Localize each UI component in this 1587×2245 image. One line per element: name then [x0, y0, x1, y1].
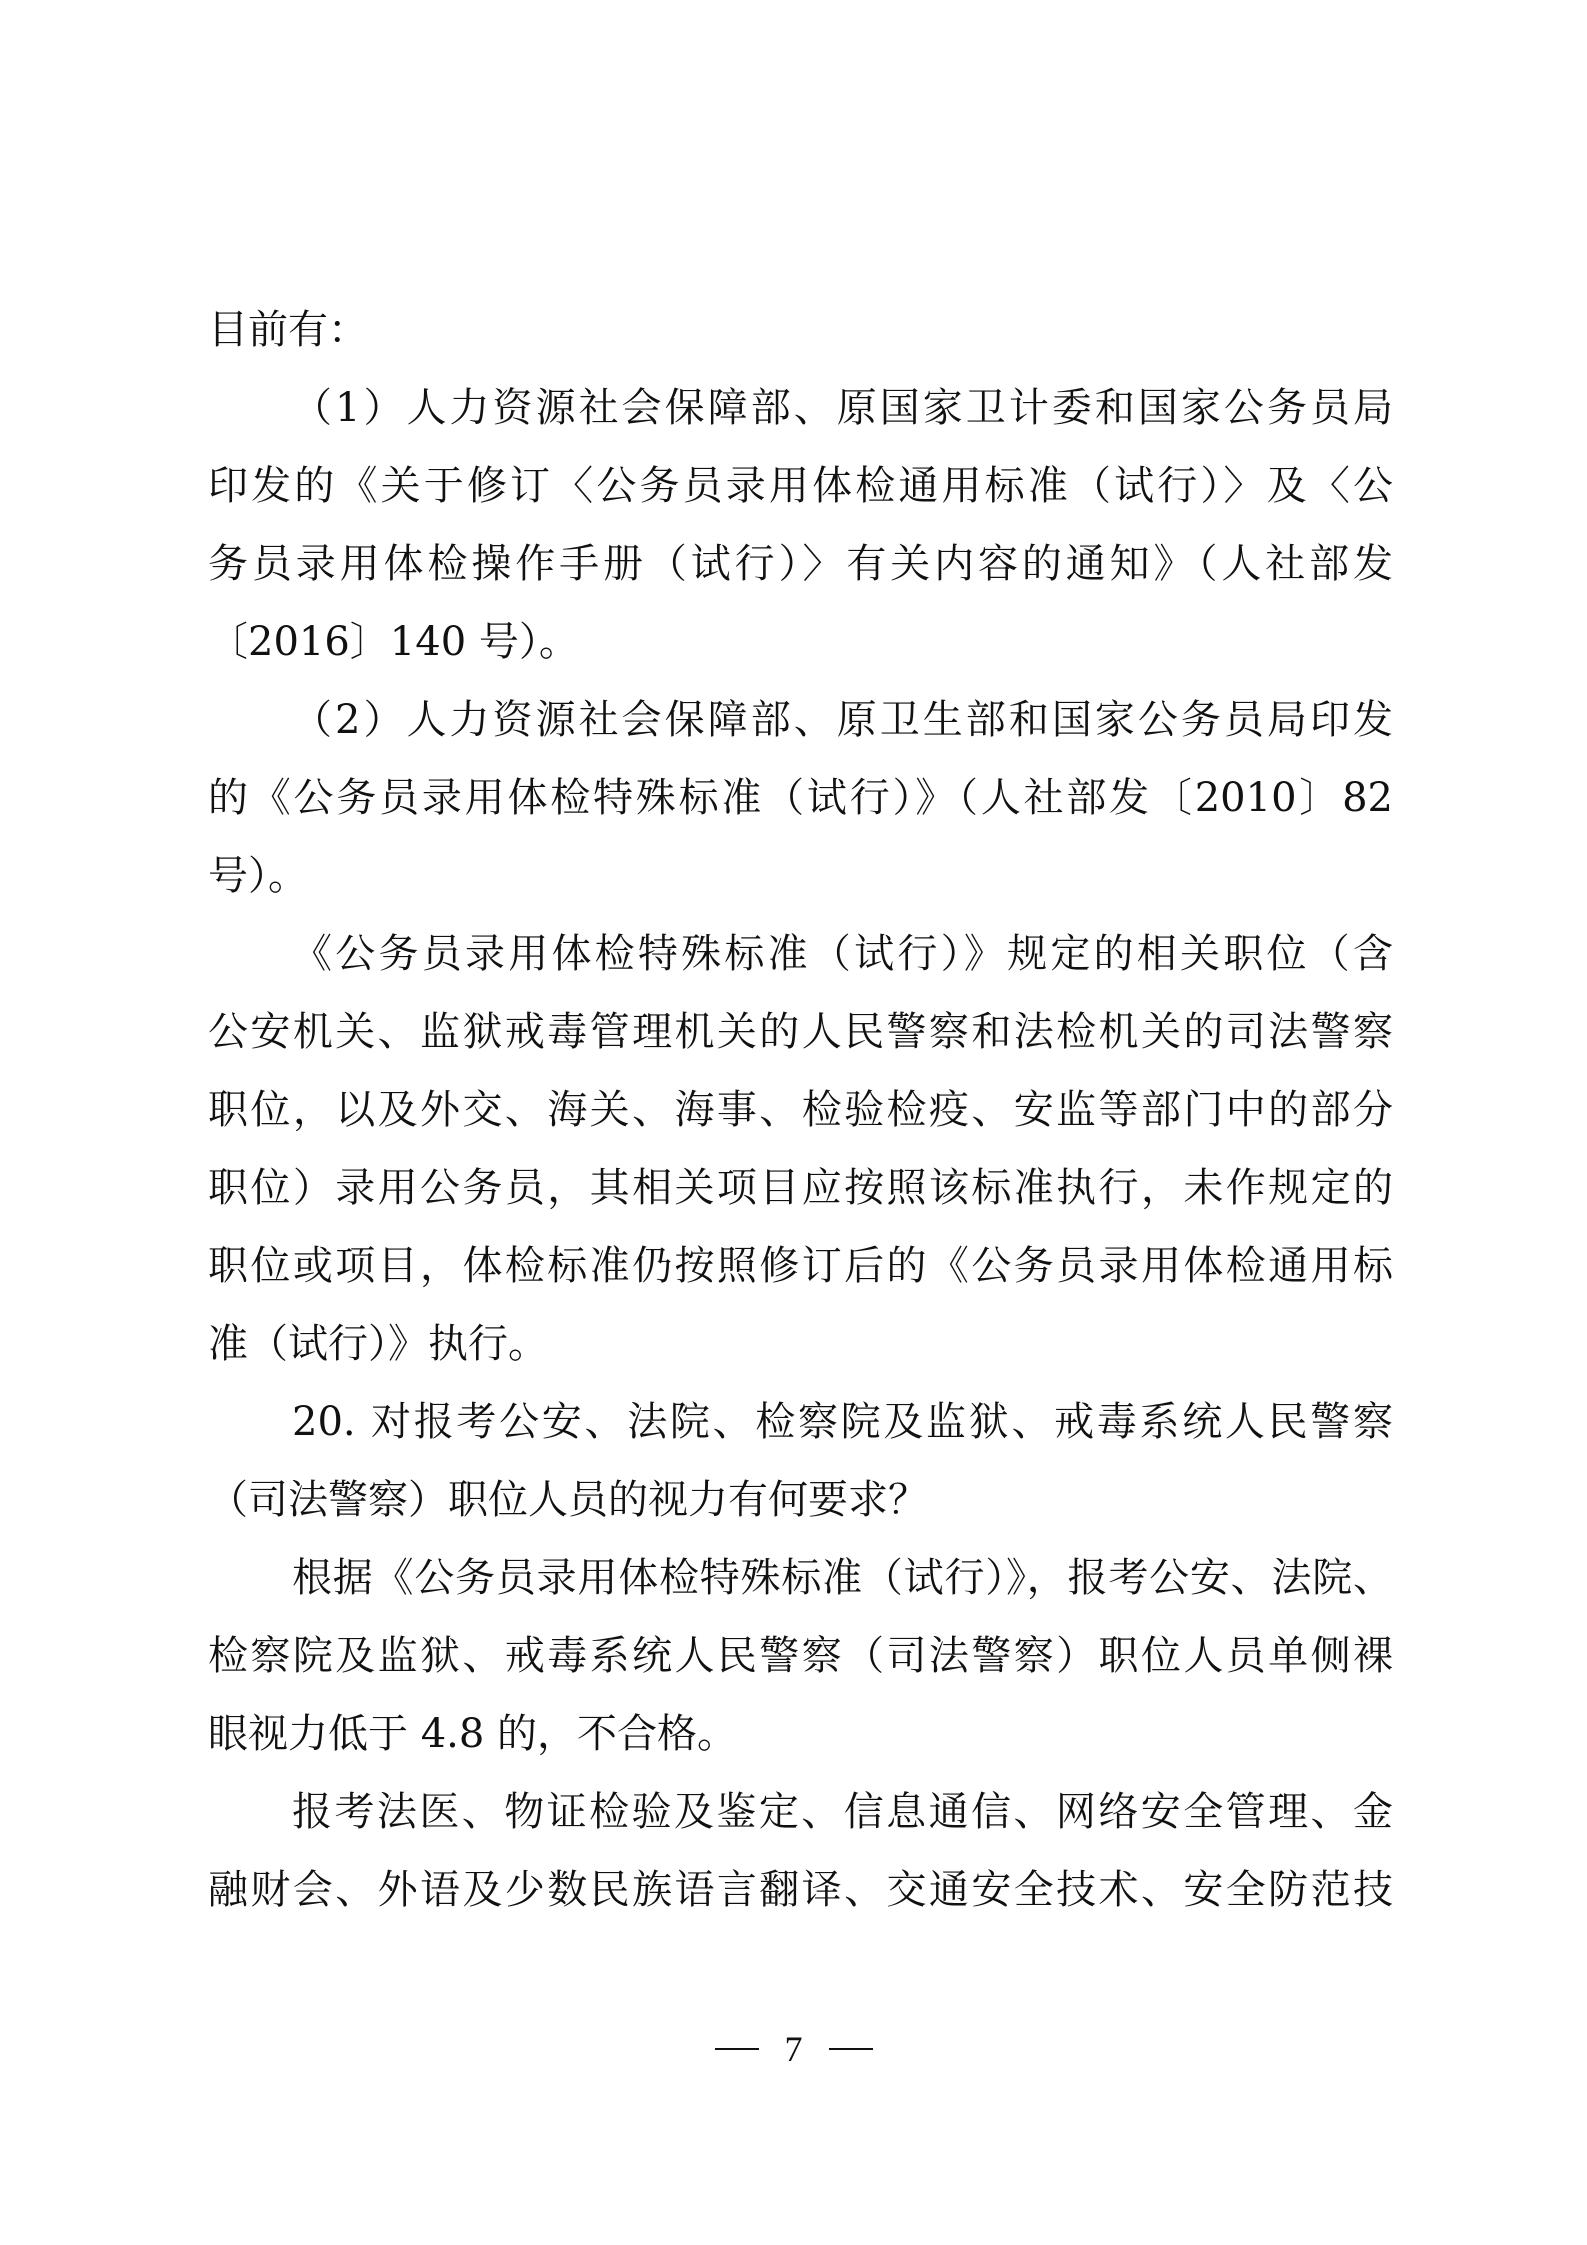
text-line: 《公务员录用体检特殊标准（试行）》规定的相关职位（含 [292, 931, 1393, 977]
text-line: 务员录用体检操作手册（试行）〉有关内容的通知》（人社部发 [208, 541, 1393, 587]
text-line: 报考法医、物证检验及鉴定、信息通信、网络安全管理、金 [292, 1789, 1393, 1835]
question-heading: 20. 对报考公安、法院、检察院及监狱、戒毒系统人民警察 [292, 1399, 1393, 1445]
question-heading: （司法警察）职位人员的视力有何要求？ [208, 1477, 928, 1523]
text-line: 根据《公务员录用体检特殊标准（试行）》，报考公安、法院、 [292, 1555, 1393, 1601]
text-line: （1）人力资源社会保障部、原国家卫计委和国家公务员局 [292, 385, 1393, 431]
text-line: 的《公务员录用体检特殊标准（试行）》（人社部发〔2010〕82 [208, 775, 1393, 821]
text-line: 眼视力低于 4.8 的，不合格。 [208, 1711, 738, 1757]
text-line: 号）。 [208, 853, 308, 899]
text-line: 职位）录用公务员，其相关项目应按照该标准执行，未作规定的 [208, 1165, 1393, 1211]
text-line: （2）人力资源社会保障部、原卫生部和国家公务员局印发 [292, 697, 1393, 743]
page-number: 7 [784, 2028, 803, 2069]
text-line: 印发的《关于修订〈公务员录用体检通用标准（试行）〉及〈公 [208, 463, 1393, 509]
text-line: 准（试行）》执行。 [208, 1321, 548, 1367]
text-line: 职位，以及外交、海关、海事、检验检疫、安监等部门中的部分 [208, 1087, 1393, 1133]
footer-dash-right [829, 2048, 873, 2050]
text-line: 职位或项目，体检标准仍按照修订后的《公务员录用体检通用标 [208, 1243, 1393, 1289]
page-footer [0, 2020, 1587, 2074]
text-line: 检察院及监狱、戒毒系统人民警察（司法警察）职位人员单侧裸 [208, 1633, 1393, 1679]
text-line: 〔2016〕140 号）。 [208, 619, 579, 665]
footer-dash-left [715, 2048, 759, 2050]
text-line: 公安机关、监狱戒毒管理机关的人民警察和法检机关的司法警察 [208, 1009, 1393, 1055]
text-line: 目前有： [208, 307, 368, 353]
text-line: 融财会、外语及少数民族语言翻译、交通安全技术、安全防范技 [208, 1867, 1393, 1913]
